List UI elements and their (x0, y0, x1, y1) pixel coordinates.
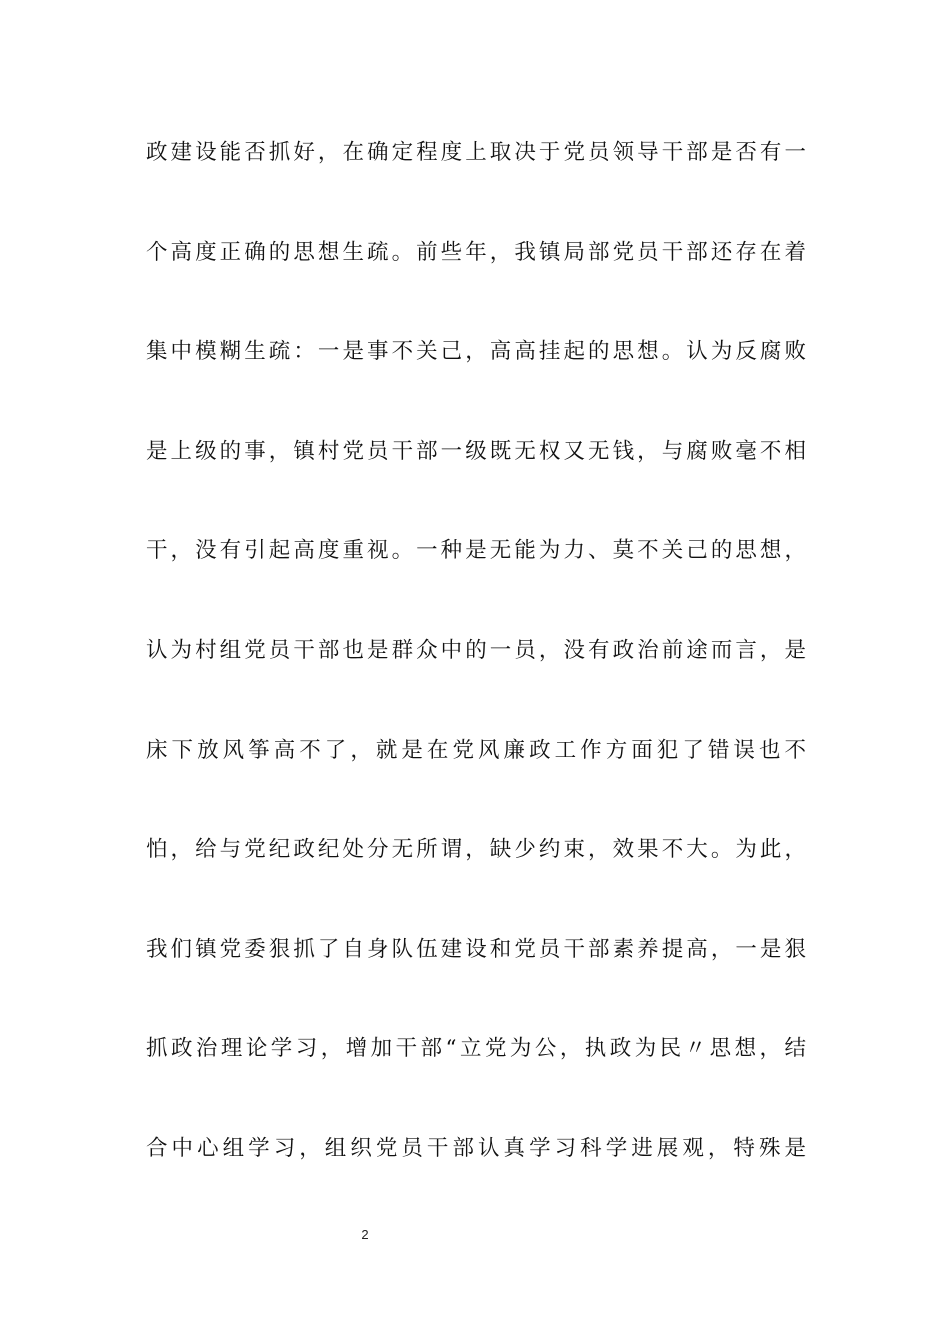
text-line: 怕，给与党纪政纪处分无所谓，缺少约束，效果不大。为此， (146, 837, 806, 863)
text-line: 个高度正确的思想生疏。前些年，我镇局部党员干部还存在着 (146, 239, 806, 265)
text-line: 政建设能否抓好，在确定程度上取决于党员领导干部是否有一 (146, 140, 806, 165)
text-line: 我们镇党委狠抓了自身队伍建设和党员干部素养提高，一是狠 (146, 936, 806, 962)
text-line: 干，没有引起高度重视。一种是无能为力、莫不关己的思想， (146, 538, 806, 564)
text-line: 床下放风筝高不了，就是在党风廉政工作方面犯了错误也不 (146, 737, 806, 763)
text-line: 认为村组党员干部也是群众中的一员，没有政治前途而言，是 (146, 637, 806, 663)
text-line: 集中模糊生疏：一是事不关己，高高挂起的思想。认为反腐败 (146, 339, 806, 365)
body-text (146, 128, 806, 1224)
text-line: 合中心组学习，组织党员干部认真学习科学进展观，特殊是 (146, 1135, 806, 1161)
text-line: 是上级的事，镇村党员干部一级既无权又无钱，与腐败毫不相 (146, 438, 806, 464)
page-number: 2 (361, 1227, 369, 1242)
text-line: 抓政治理论学习，增加干部“立党为公，执政为民〃思想，结 (146, 1036, 806, 1062)
